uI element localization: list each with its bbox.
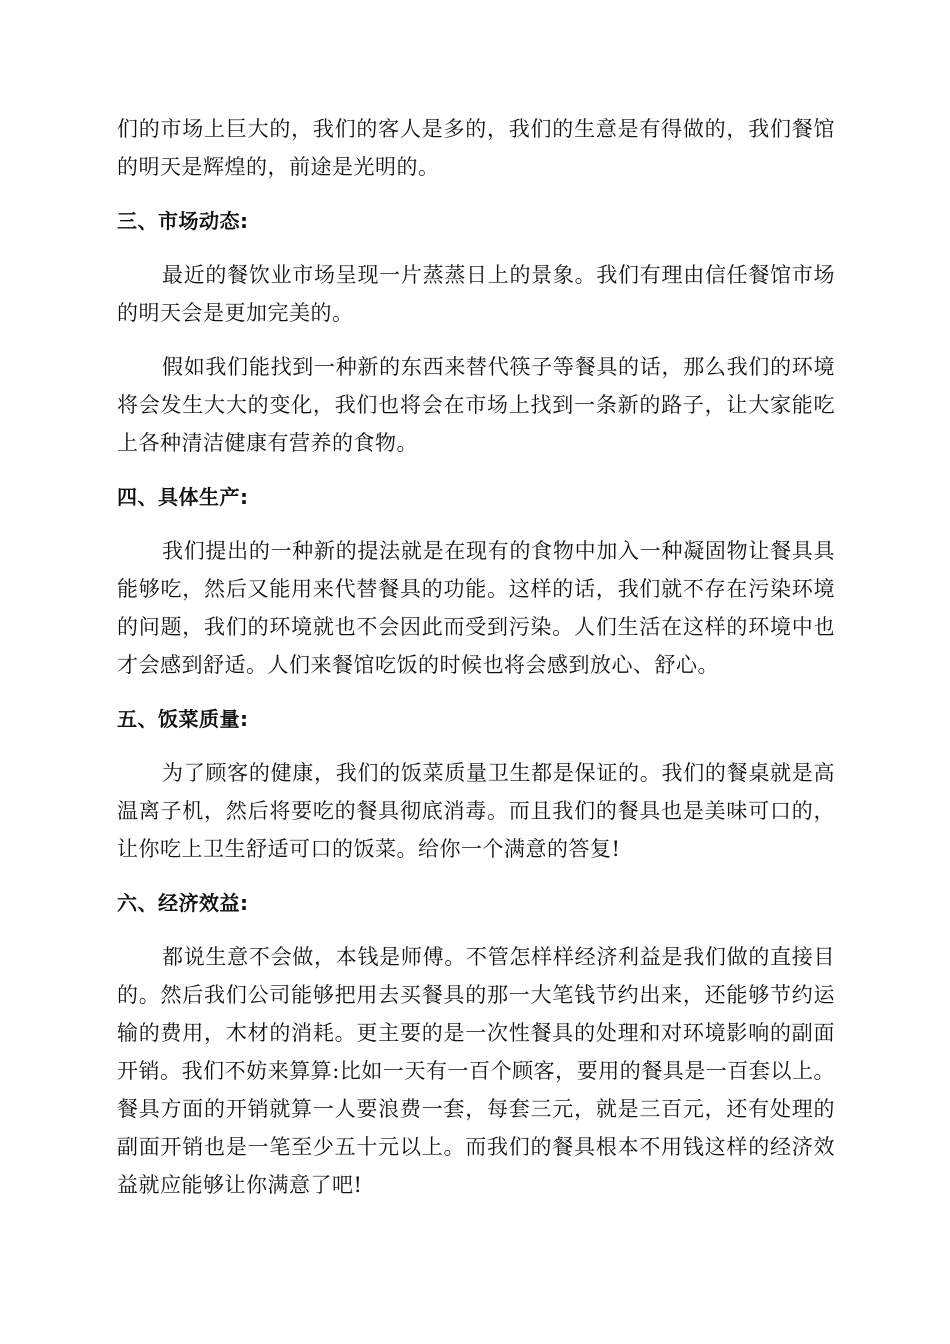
spacer	[117, 462, 835, 478]
spacer	[117, 684, 835, 700]
paragraph-production: 我们提出的一种新的提法就是在现有的食物中加入一种凝固物让餐具具能够吃，然后又能用来代替餐具的功能。这样的话，我们就不存在污染环境的问题，我们的环境就也不会因此而受到污染。人们生活在这样的环境中也才会感到舒适。人们来餐馆吃饭的时候也将会感到放心、舒心。	[117, 539, 835, 677]
spacer	[117, 332, 835, 348]
section-heading-production: 四、具体生产:	[117, 485, 249, 509]
paragraph-market-dynamics-1: 最近的餐饮业市场呈现一片蒸蒸日上的景象。我们有理由信任餐馆市场的明天会是更加完美的。	[117, 263, 835, 325]
paragraph-market-dynamics-2: 假如我们能找到一种新的东西来替代筷子等餐具的话，那么我们的环境将会发生大大的变化，我们也将会在市场上找到一条新的路子，让大家能吃上各种清洁健康有营养的食物。	[117, 355, 835, 455]
section-heading-market-dynamics: 三、市场动态:	[117, 209, 249, 233]
spacer	[117, 868, 835, 884]
paragraph-economic-benefit: 都说生意不会做，本钱是师傅。不管怎样样经济利益是我们做的直接目的。然后我们公司能够把用去买餐具的那一大笔钱节约出来，还能够节约运输的费用，木材的消耗。更主要的是一次性餐具的处理和对环境影响的副面开销。我们不妨来算算:比如一天有一百个顾客，要用的餐具是一百套以上。餐具方面的开销就算一人要浪费一套，每套三元，就是三百元，还有处理的副面开销也是一笔至少五十元以上。而我们的餐具根本不用钱这样的经济效益就应能够让你满意了吧!	[117, 945, 835, 1197]
section-heading-food-quality: 五、饭菜质量:	[117, 707, 249, 731]
document-body	[117, 110, 835, 1204]
paragraph-market-outlook-continued: 们的市场上巨大的，我们的客人是多的，我们的生意是有得做的，我们餐馆的明天是辉煌的，前途是光明的。	[117, 117, 835, 179]
spacer	[117, 738, 835, 754]
section-heading-economic-benefit: 六、经济效益:	[117, 891, 249, 915]
spacer	[117, 922, 835, 938]
spacer	[117, 516, 835, 532]
paragraph-food-quality: 为了顾客的健康，我们的饭菜质量卫生都是保证的。我们的餐桌就是高温离子机，然后将要吃的餐具彻底消毒。而且我们的餐具也是美味可口的，让你吃上卫生舒适可口的饭菜。给你一个满意的答复!	[117, 761, 835, 861]
spacer	[117, 186, 835, 202]
spacer	[117, 240, 835, 256]
